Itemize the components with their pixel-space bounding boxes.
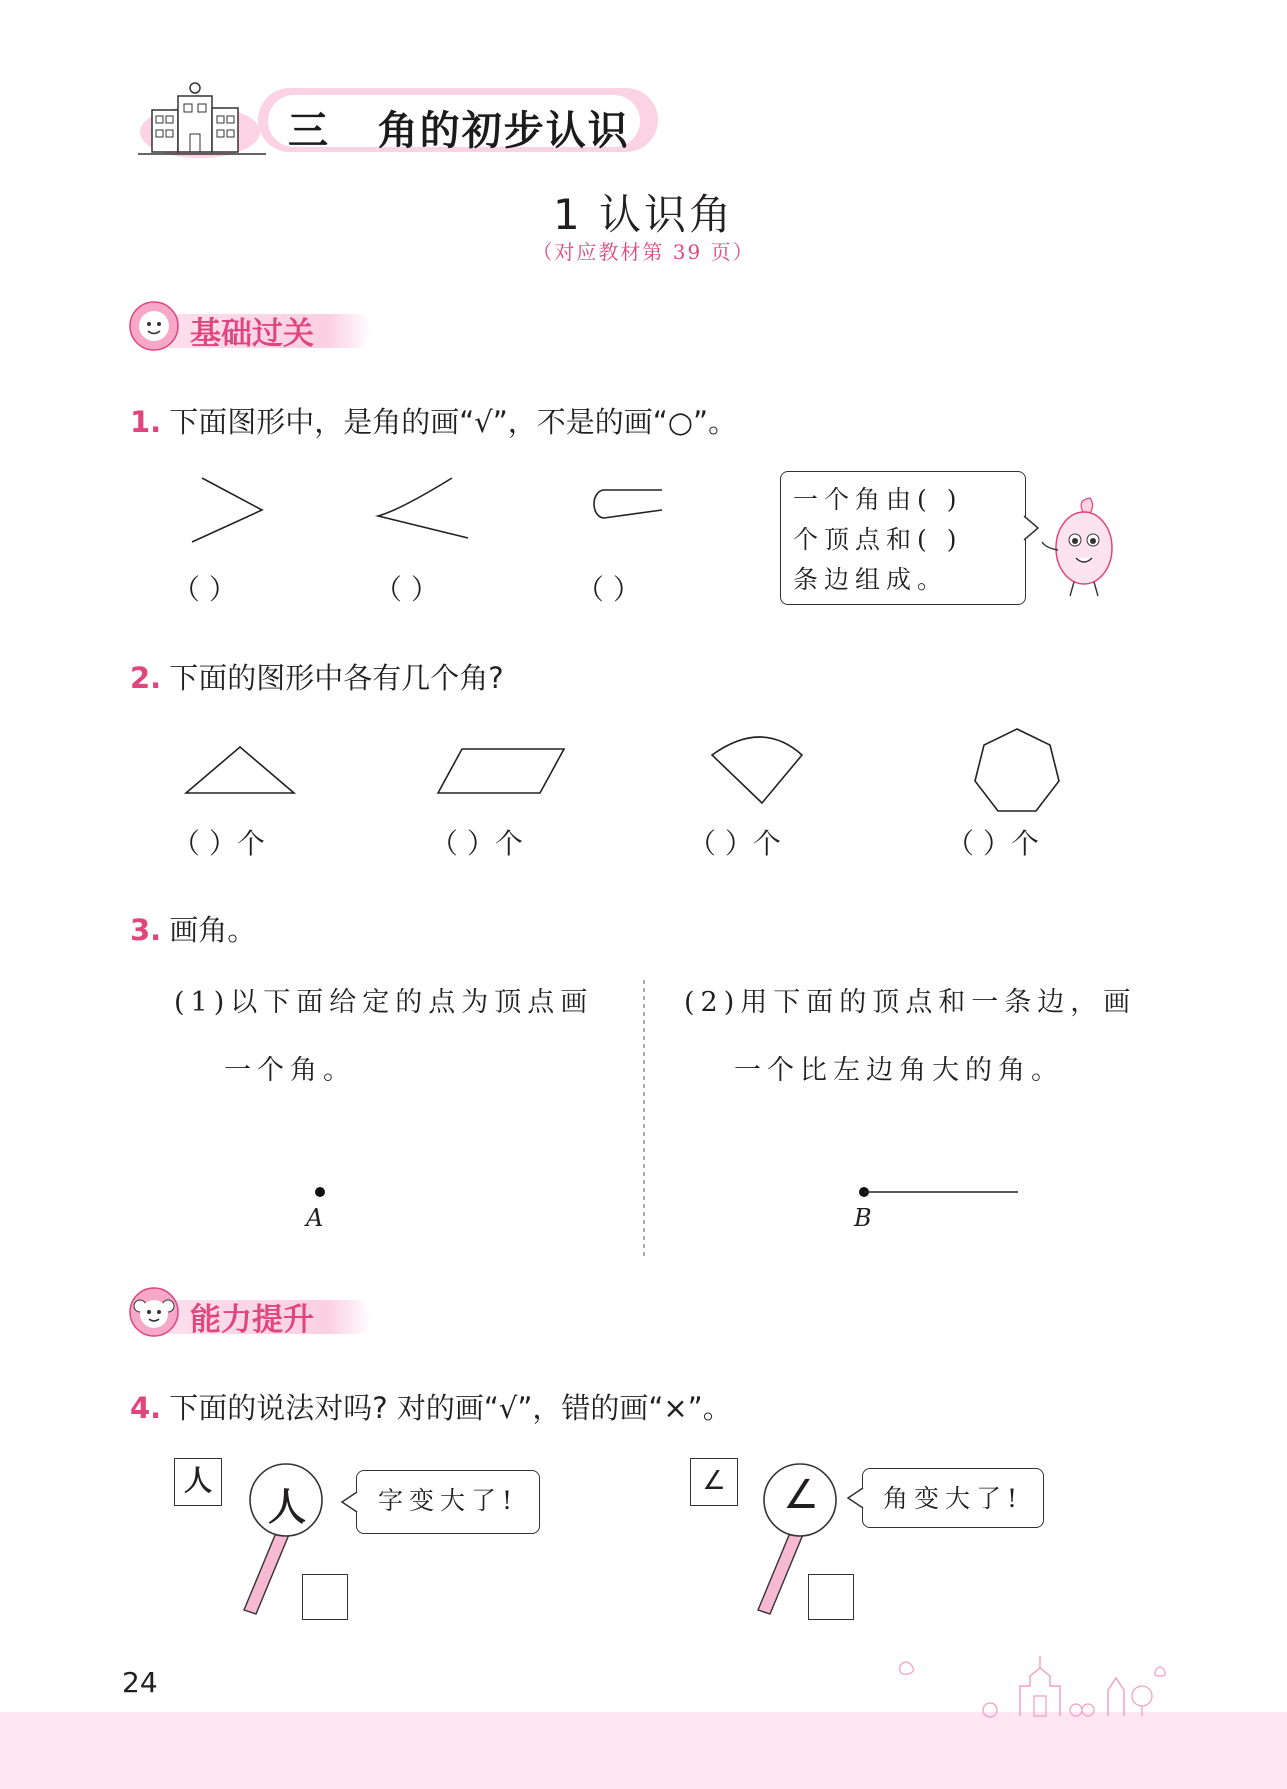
magnified-angle-right: ∠ — [783, 1472, 819, 1518]
callout-line-3: 条边组成。 — [793, 565, 949, 594]
q3-part1-line2: 一个角。 — [224, 1055, 356, 1086]
question-2 — [130, 656, 504, 697]
question-prompt: 下面的说法对吗? 对的画“√”，错的画“×”。 — [169, 1391, 732, 1425]
figure-fan — [712, 737, 802, 803]
q3-part2-line2: 一个比左边角大的角。 — [734, 1055, 1064, 1086]
question-number: 1. — [130, 405, 162, 439]
small-angle-box-right: ∠ — [690, 1458, 738, 1506]
question-prompt: 下面的图形中各有几个角? — [169, 661, 504, 695]
section-badge-basic — [128, 298, 378, 358]
q2-answer-blank-2[interactable]: （ ）个 — [430, 827, 523, 860]
town-decoration-icon — [880, 1646, 1170, 1718]
section-badge-advanced — [128, 1284, 378, 1344]
q1-answer-blank-2[interactable]: （ ） — [374, 573, 439, 606]
speech-bubble-left: 字变大了! — [356, 1470, 540, 1534]
figure-parallelogram — [438, 749, 564, 793]
q1-answer-blank-3[interactable]: （ ） — [576, 573, 641, 606]
question-3 — [130, 908, 256, 949]
vertex-label-b: B — [854, 1204, 872, 1232]
callout-line-2: 个顶点和( ) — [793, 525, 963, 554]
footer-band — [0, 1712, 1287, 1789]
chapter-banner — [138, 82, 668, 162]
small-character-box-left: 人 — [174, 1458, 222, 1506]
bubble-pointer-left — [340, 1490, 358, 1514]
vertex-point-a — [315, 1187, 325, 1197]
speech-bubble-right: 角变大了! — [862, 1468, 1044, 1528]
vertex-label-a: A — [306, 1204, 324, 1232]
figure-curved-angle — [378, 478, 468, 538]
drawing-area-a[interactable] — [300, 1180, 340, 1200]
chapter-name: 角的初步认识 — [377, 108, 630, 154]
question-4 — [130, 1386, 732, 1427]
q2-figures — [180, 725, 1080, 815]
answer-box-left[interactable] — [302, 1574, 348, 1620]
question-number: 4. — [130, 1391, 162, 1425]
question-number: 2. — [130, 661, 162, 695]
chapter-title — [288, 99, 630, 156]
q3-part2-line1: (2)用下面的顶点和一条边，画 — [684, 987, 1137, 1018]
q2-answer-blank-3[interactable]: （ ）个 — [688, 827, 781, 860]
section-title-advanced: 能力提升 — [190, 1302, 314, 1338]
q3-part1-line1: (1)以下面给定的点为顶点画 — [174, 987, 594, 1018]
callout-line-1: 一个角由( ) — [793, 485, 963, 514]
question-number: 3. — [130, 913, 162, 947]
q2-answer-blank-4[interactable]: （ ）个 — [946, 827, 1039, 860]
section-title-basic: 基础过关 — [190, 316, 314, 352]
lesson-title: 1 认识角 — [552, 190, 735, 239]
angle-definition-callout — [780, 471, 1026, 605]
q1-answer-blank-1[interactable]: （ ） — [172, 573, 237, 606]
dashed-divider — [642, 980, 646, 1260]
lesson-reference: （对应教材第 39 页） — [532, 240, 755, 264]
bubble-pointer-right — [846, 1486, 864, 1510]
page-number: 24 — [122, 1666, 158, 1699]
student-mascot-icon — [128, 300, 180, 352]
callout-pointer — [1022, 514, 1040, 542]
drawing-area-b[interactable] — [850, 1180, 1030, 1200]
school-building-icon — [138, 82, 268, 162]
question-prompt: 画角。 — [169, 913, 257, 947]
magnified-character-left: 人 — [267, 1485, 306, 1529]
figure-heptagon — [975, 729, 1059, 811]
chapter-number: 三 — [288, 108, 330, 154]
question-1 — [130, 400, 737, 441]
figure-rounded-shape — [594, 490, 662, 518]
answer-box-right[interactable] — [808, 1574, 854, 1620]
figure-triangle — [186, 747, 294, 793]
potato-mascot-icon — [1040, 496, 1122, 600]
figure-angle-1 — [192, 478, 262, 542]
monkey-mascot-icon — [128, 1286, 180, 1338]
q2-answer-blank-1[interactable]: （ ）个 — [172, 827, 265, 860]
question-prompt: 下面图形中，是角的画“√”，不是的画“○”。 — [169, 405, 738, 439]
q1-figures — [180, 470, 680, 550]
